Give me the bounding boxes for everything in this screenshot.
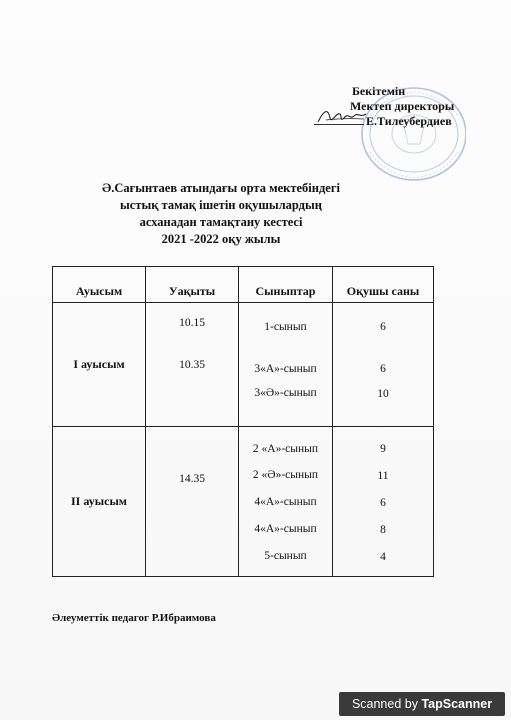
title-line-2: ыстық тамақ ішетін оқушылардың (120, 198, 322, 212)
shift-2-count-2: 11 (377, 470, 389, 482)
shift-1-time-2: 10.35 (179, 359, 205, 371)
shift-1-class-2: 3«А»-сынып (254, 363, 317, 375)
scanner-watermark-badge (339, 692, 505, 716)
shift-1-class-3: 3«Ә»-сынып (254, 387, 317, 399)
shift-1-name: І ауысым (53, 303, 146, 427)
shift-1-classes-cell (239, 303, 333, 427)
badge-prefix: Scanned by (351, 697, 422, 711)
approval-approved-label: Бекітемін (352, 84, 406, 98)
schedule-table (52, 266, 434, 577)
title-line-3: асханадан тамақтану кестесі (139, 215, 303, 229)
shift-2-time: 14.35 (179, 473, 205, 485)
shift-1-class-1: 1-сынып (264, 321, 307, 333)
document-title (96, 180, 346, 248)
shift-2-classes-cell (239, 427, 333, 577)
table-row (53, 303, 434, 427)
shift-2-class-3: 4«А»-сынып (254, 496, 317, 508)
shift-2-class-1: 2 «А»-сынып (252, 443, 319, 455)
shift-2-class-4: 4«А»-сынып (254, 523, 317, 535)
shift-1-count-2: 6 (380, 363, 386, 375)
shift-2-count-4: 8 (380, 524, 386, 536)
shift-1-time-1: 10.15 (179, 317, 205, 329)
shift-2-time-cell (146, 427, 239, 577)
header-shift: Ауысым (53, 267, 146, 303)
shift-2-class-2: 2 «Ә»-сынып (252, 469, 319, 481)
shift-2-class-5: 5-сынып (264, 550, 307, 562)
signature-line (314, 124, 364, 125)
shift-1-times-cell (146, 303, 239, 427)
shift-1-counts-cell (333, 303, 434, 427)
shift-2-counts-cell (333, 427, 434, 577)
table-header-row (53, 267, 434, 303)
shift-2-count-1: 9 (380, 443, 386, 455)
table-row (53, 427, 434, 577)
shift-2-count-3: 6 (380, 497, 386, 509)
shift-1-count-1: 6 (380, 321, 386, 333)
shift-1-count-3: 10 (377, 388, 389, 400)
header-time: Уақыты (146, 267, 239, 303)
header-classes: Сыныптар (239, 267, 333, 303)
badge-brand: TapScanner (421, 697, 493, 711)
footer-signatory: Әлеуметтік педагог Р.Ибраимова (52, 612, 216, 624)
shift-2-count-5: 4 (380, 551, 386, 563)
header-student-count: Оқушы саны (333, 267, 434, 303)
shift-2-name: ІІ ауысым (53, 427, 146, 577)
title-line-4: 2021 -2022 оқу жылы (161, 232, 281, 246)
approval-name: Е.Тилеубердиев (366, 114, 452, 128)
title-line-1: Ә.Сағынтаев атындағы орта мектебіндегі (101, 181, 340, 195)
approval-position: Мектеп директоры (350, 99, 455, 113)
